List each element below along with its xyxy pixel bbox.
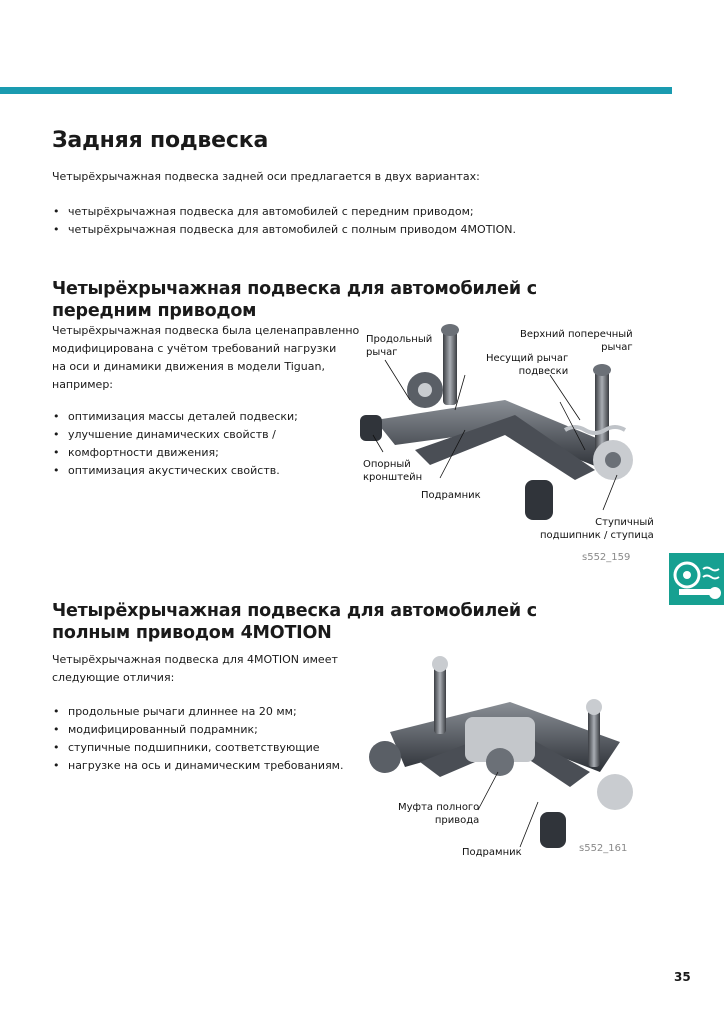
- label-carrying-arm: [486, 352, 568, 378]
- text-line: Четырёхрычажная подвеска для 4MOTION имеет: [52, 653, 338, 666]
- section2-bullet-list: [52, 703, 343, 775]
- label-line: привода: [434, 815, 480, 826]
- label-line: Муфта полного: [398, 802, 480, 813]
- list-item: • нагрузке на ось и динамическим требованиям.: [52, 757, 343, 775]
- section1-heading: Четырёхрычажная подвеска для автомобилей с передним приводом: [52, 279, 537, 321]
- left-hub-center: [418, 383, 432, 397]
- list-item: • комфортности движения;: [52, 444, 298, 462]
- left-hub: [369, 741, 401, 773]
- right-mount-bracket: [525, 480, 553, 520]
- list-item: • модифицированный подрамник;: [52, 721, 343, 739]
- left-mount-bracket: [360, 415, 382, 441]
- list-item: • продольные рычаги длиннее на 20 мм;: [52, 703, 343, 721]
- page-title: Задняя подвеска: [52, 128, 269, 153]
- intro-bullet-list: [52, 203, 516, 239]
- label-line: Ступичный: [595, 517, 654, 528]
- list-item: • четырёхрычажная подвеска для автомобилей с передним приводом;: [52, 203, 516, 221]
- right-shock-absorber: [588, 707, 600, 767]
- text-line: следующие отличия:: [52, 671, 175, 684]
- list-item: • оптимизация акустических свойств.: [52, 462, 298, 480]
- list-item: • ступичные подшипники, соответствующие: [52, 739, 343, 757]
- text-line: модифицирована с учётом требований нагрузки: [52, 342, 337, 355]
- label-bracket: [363, 458, 422, 484]
- label-line: подвески: [518, 366, 569, 377]
- label-line: рычаг: [366, 347, 398, 358]
- text-line: на оси и динамики движения в модели Tiguan,: [52, 360, 325, 373]
- label-awd-coupling: [398, 801, 479, 827]
- section2-text: [52, 651, 338, 687]
- right-shock-mount: [586, 699, 602, 715]
- label-line: рычаг: [601, 342, 633, 353]
- page-number: 35: [674, 970, 691, 984]
- label-upper-arm: [520, 328, 633, 354]
- right-mount-bracket: [540, 812, 566, 848]
- section1-text: [52, 322, 359, 394]
- list-item: • улучшение динамических свойств /: [52, 426, 298, 444]
- label-line: Верхний поперечный: [520, 329, 633, 340]
- awd-coupling: [486, 748, 514, 776]
- label-line: кронштейн: [363, 472, 423, 483]
- left-shock-mount: [432, 656, 448, 672]
- suspension-icon: [669, 553, 724, 605]
- label-hub: [540, 516, 654, 542]
- left-shock-mount: [441, 324, 459, 336]
- figure1-code: s552_159: [582, 552, 631, 563]
- label-subframe: Подрамник: [421, 490, 481, 501]
- section2-heading: Четырёхрычажная подвеска для автомобилей с полным приводом 4MOTION: [52, 601, 537, 643]
- right-hub: [597, 774, 633, 810]
- label-line: Несущий рычаг: [486, 353, 569, 364]
- label-subframe: Подрамник: [462, 847, 522, 858]
- section1-bullet-list: [52, 408, 298, 480]
- right-shock-mount: [593, 364, 611, 376]
- label-line: Опорный: [363, 459, 411, 470]
- figure2-code: s552_161: [579, 843, 628, 854]
- section-tab: [669, 553, 724, 605]
- header-accent-bar: [0, 87, 672, 94]
- left-shock-absorber: [443, 330, 457, 405]
- 4motion-suspension-illustration: [360, 652, 640, 862]
- text-line: например:: [52, 378, 114, 391]
- label-line: подшипник / ступица: [540, 530, 654, 541]
- left-shock-absorber: [434, 664, 446, 734]
- label-line: Продольный: [366, 334, 433, 345]
- text-line: Четырёхрычажная подвеска была целенаправленно: [52, 324, 360, 337]
- right-hub-center: [605, 452, 621, 468]
- intro-text: Четырёхрычажная подвеска задней оси предлагается в двух вариантах:: [52, 170, 480, 183]
- list-item: • оптимизация массы деталей подвески;: [52, 408, 298, 426]
- label-trailing-arm: [366, 333, 432, 359]
- list-item: • четырёхрычажная подвеска для автомобилей с полным приводом 4MOTION.: [52, 221, 516, 239]
